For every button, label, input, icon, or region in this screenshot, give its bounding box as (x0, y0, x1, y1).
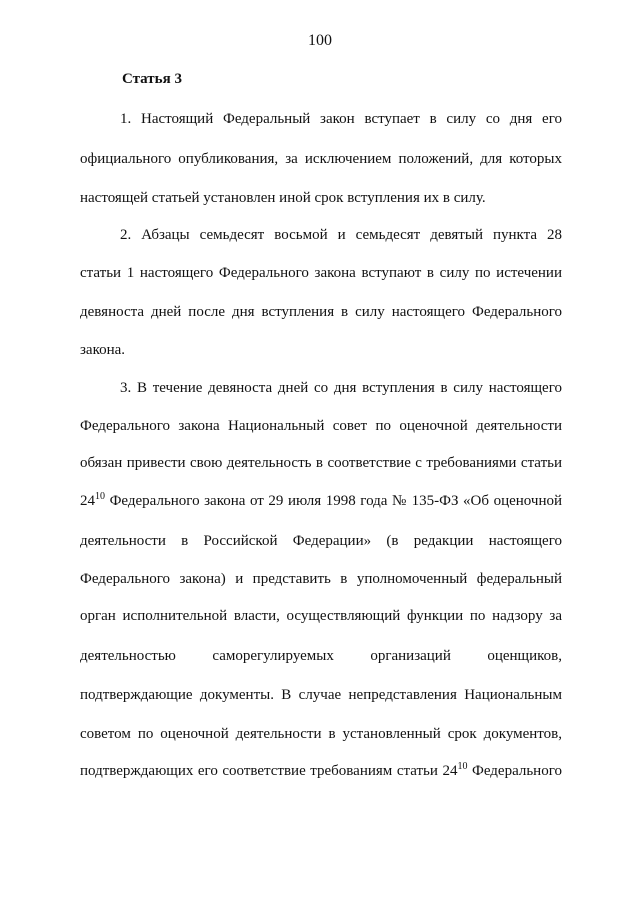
text-line: советом по оценочной деятельности в установленный срок документов, (80, 726, 562, 742)
line-text: подтверждающих его соответствие требованиям статьи (80, 763, 438, 779)
page-number: 100 (308, 32, 332, 49)
line-text: Федерального (471, 763, 562, 779)
article-heading: Статья 3 (122, 71, 182, 87)
text-line: закона. (80, 342, 126, 358)
text-line: настоящей статьей установлен иной срок вступления их в силу. (80, 190, 486, 206)
text-line: обязан привести свою деятельность в соответствие с требованиями статьи (80, 455, 562, 471)
text-line: деятельностью саморегулируемых организаций оценщиков, (80, 648, 562, 664)
text-line: деятельности в Российской Федерации» (в редакции настоящего (80, 533, 562, 549)
text-line: официального опубликования, за исключением положений, для которых (80, 151, 562, 167)
text-line: Федерального закона) и представить в уполномоченный федеральный (80, 571, 562, 587)
text-line (80, 490, 562, 512)
article-ref-base: 24 (442, 763, 458, 779)
article-ref-base: 24 (80, 493, 95, 509)
text-line: 3. В течение девяноста дней со дня вступления в силу настоящего (120, 380, 562, 396)
article-ref (442, 763, 467, 779)
text-line: подтверждающие документы. В случае непредставления Национальным (80, 687, 562, 703)
text-line: 2. Абзацы семьдесят восьмой и семьдесят девятый пункта 28 (120, 227, 562, 243)
article-ref-sup: 10 (457, 761, 468, 772)
line-text: Федерального закона от 29 июля 1998 года № 135-ФЗ «Об оценочной (109, 493, 562, 509)
text-line: девяноста дней после дня вступления в силу настоящего Федерального (80, 304, 562, 320)
article-ref (80, 493, 105, 509)
text-line (80, 760, 562, 782)
text-line: Федерального закона Национальный совет по оценочной деятельности (80, 418, 562, 434)
article-ref-sup: 10 (95, 491, 105, 502)
text-line: статьи 1 настоящего Федерального закона вступают в силу по истечении (80, 265, 562, 281)
text-line: орган исполнительной власти, осуществляющий функции по надзору за (80, 608, 562, 624)
text-line: 1. Настоящий Федеральный закон вступает в силу со дня его (120, 111, 562, 127)
